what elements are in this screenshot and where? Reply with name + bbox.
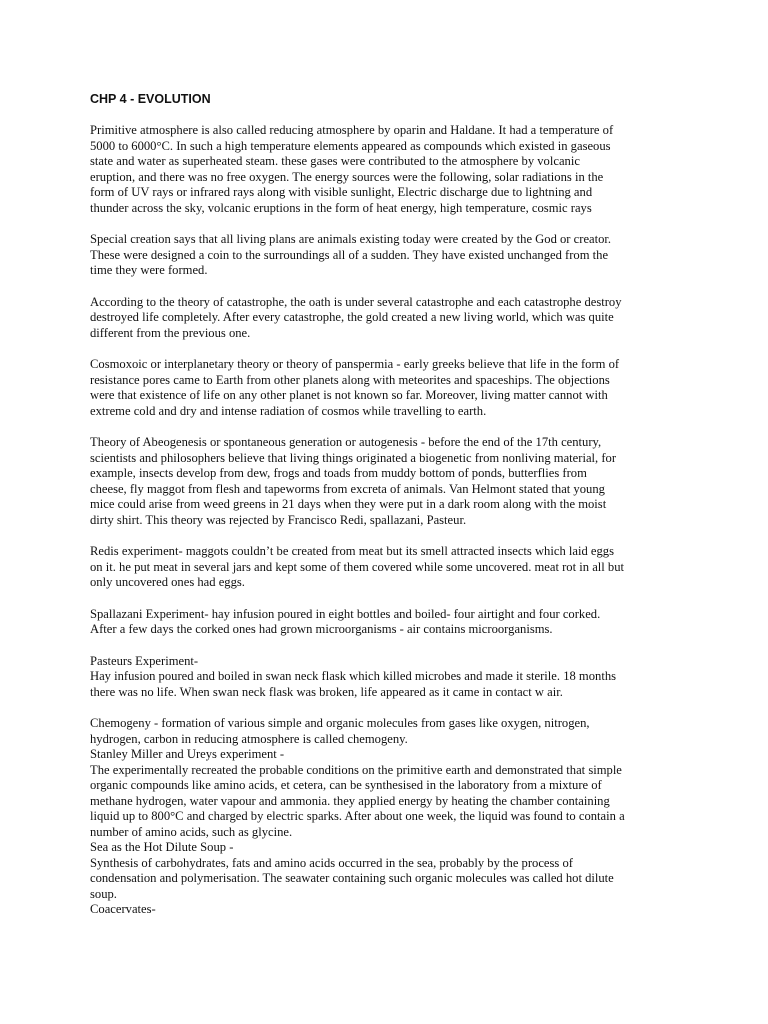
text-line: form of UV rays or infrared rays along with visible sunlight, Electric discharge due to lightning and [90,185,593,199]
text-line: The experimentally recreated the probable conditions on the primitive earth and demonstrated that simple [90,762,622,777]
text-line: example, insects develop from dew, frogs and toads from muddy bottom of ponds, butterflies from [90,466,587,480]
text-line: mice could arise from weed greens in 21 days when they were put in a dark room along with the moist [90,497,607,511]
text-line: destroyed life completely. After every catastrophe, the gold created a new living world, which was quite [90,310,614,324]
paragraph [90,232,690,279]
text-line: different from the previous one. [90,325,251,340]
text-line: hydrogen, carbon in reducing atmosphere is called chemogeny. [90,731,408,746]
text-line: methane hydrogen, water vapour and ammonia. they applied energy by heating the chamber containing [90,793,610,808]
text-line: extreme cold and dry and intense radiation of cosmos while travelling to earth. [90,403,487,418]
text-line: resistance pores came to Earth from other planets along with meteorites and spaceships. The objections [90,372,610,387]
text-line: liquid up to 800°C and charged by electric sparks. After about one week, the liquid was found to contain a [90,809,625,823]
text-line: eruption, and there was no free oxygen. The energy sources were the following, solar radiations in the [90,169,604,184]
paragraph [90,544,690,591]
text-line: only uncovered ones had eggs. [90,575,245,589]
text-line: soup. [90,886,117,901]
text-line: time they were formed. [90,263,208,277]
document-title: CHP 4 - EVOLUTION [90,92,211,106]
text-line: Spallazani Experiment- hay infusion poured in eight bottles and boiled- four airtight and four corked. [90,606,601,621]
text-line: Primitive atmosphere is also called reducing atmosphere by oparin and Haldane. It had a temperature of [90,123,614,137]
text-line: number of amino acids, such as glycine. [90,824,293,839]
text-line: Theory of Abeogenesis or spontaneous generation or autogenesis - before the end of the 17th century, [90,435,602,449]
text-line: After a few days the corked ones had grown microorganisms - air contains microorganisms. [90,622,553,636]
text-line: Coacervates- [90,902,156,916]
text-line: Pasteurs Experiment- [90,653,199,668]
text-line: on it. he put meat in several jars and kept some of them covered while some uncovered. meat rot in all but [90,559,625,574]
text-line: cheese, fly maggot from flesh and tapeworms from excreta of animals. Van Helmont stated that young [90,481,605,496]
paragraph [90,607,690,638]
text-line: Hay infusion poured and boiled in swan neck flask which killed microbes and made it sterile. 18 months [90,669,617,683]
paragraph [90,654,690,701]
paragraph [90,716,690,918]
paragraph [90,357,690,419]
text-line: organic compounds like amino acids, et cetera, can be synthesised in the laboratory from a mixture of [90,778,602,792]
text-line: Sea as the Hot Dilute Soup - [90,840,234,854]
text-line: These were designed a coin to the surroundings all of a sudden. They have existed unchanged from the [90,247,609,262]
text-line: Special creation says that all living plans are animals existing today were created by the God or creator. [90,232,612,246]
document-body [90,123,690,918]
text-line: According to the theory of catastrophe, the oath is under several catastrophe and each catastrophe destroy [90,294,622,309]
text-line: dirty shirt. This theory was rejected by Francisco Redi, spallazani, Pasteur. [90,512,467,527]
text-line: 5000 to 6000°C. In such a high temperature elements appeared as compounds which existed in gaseous [90,138,611,153]
text-line: were that existence of life on any other planet is not known so far. Moreover, living matter cannot with [90,388,608,402]
paragraph [90,435,690,528]
text-line: Chemogeny - formation of various simple and organic molecules from gases like oxygen, nitrogen, [90,716,590,730]
text-line: scientists and philosophers believe that living things originated a biogenetic from nonliving material, for [90,450,617,465]
text-line: Redis experiment- maggots couldn’t be created from meat but its smell attracted insects which laid eggs [90,544,615,558]
text-line: state and water as superheated steam. these gases were contributed to the atmosphere by volcanic [90,154,580,168]
text-line: thunder across the sky, volcanic eruptions in the form of heat energy, high temperature, cosmic rays [90,200,592,215]
text-line: condensation and polymerisation. The seawater containing such organic molecules was called hot dilute [90,871,614,885]
document-page [90,92,690,918]
text-line: Stanley Miller and Ureys experiment - [90,747,285,761]
text-line: Cosmoxoic or interplanetary theory or theory of panspermia - early greeks believe that life in the form of [90,357,620,371]
paragraph [90,123,690,216]
paragraph [90,295,690,342]
text-line: there was no life. When swan neck flask was broken, life appeared as it came in contact w air. [90,684,563,699]
text-line: Synthesis of carbohydrates, fats and amino acids occurred in the sea, probably by the process of [90,855,573,870]
